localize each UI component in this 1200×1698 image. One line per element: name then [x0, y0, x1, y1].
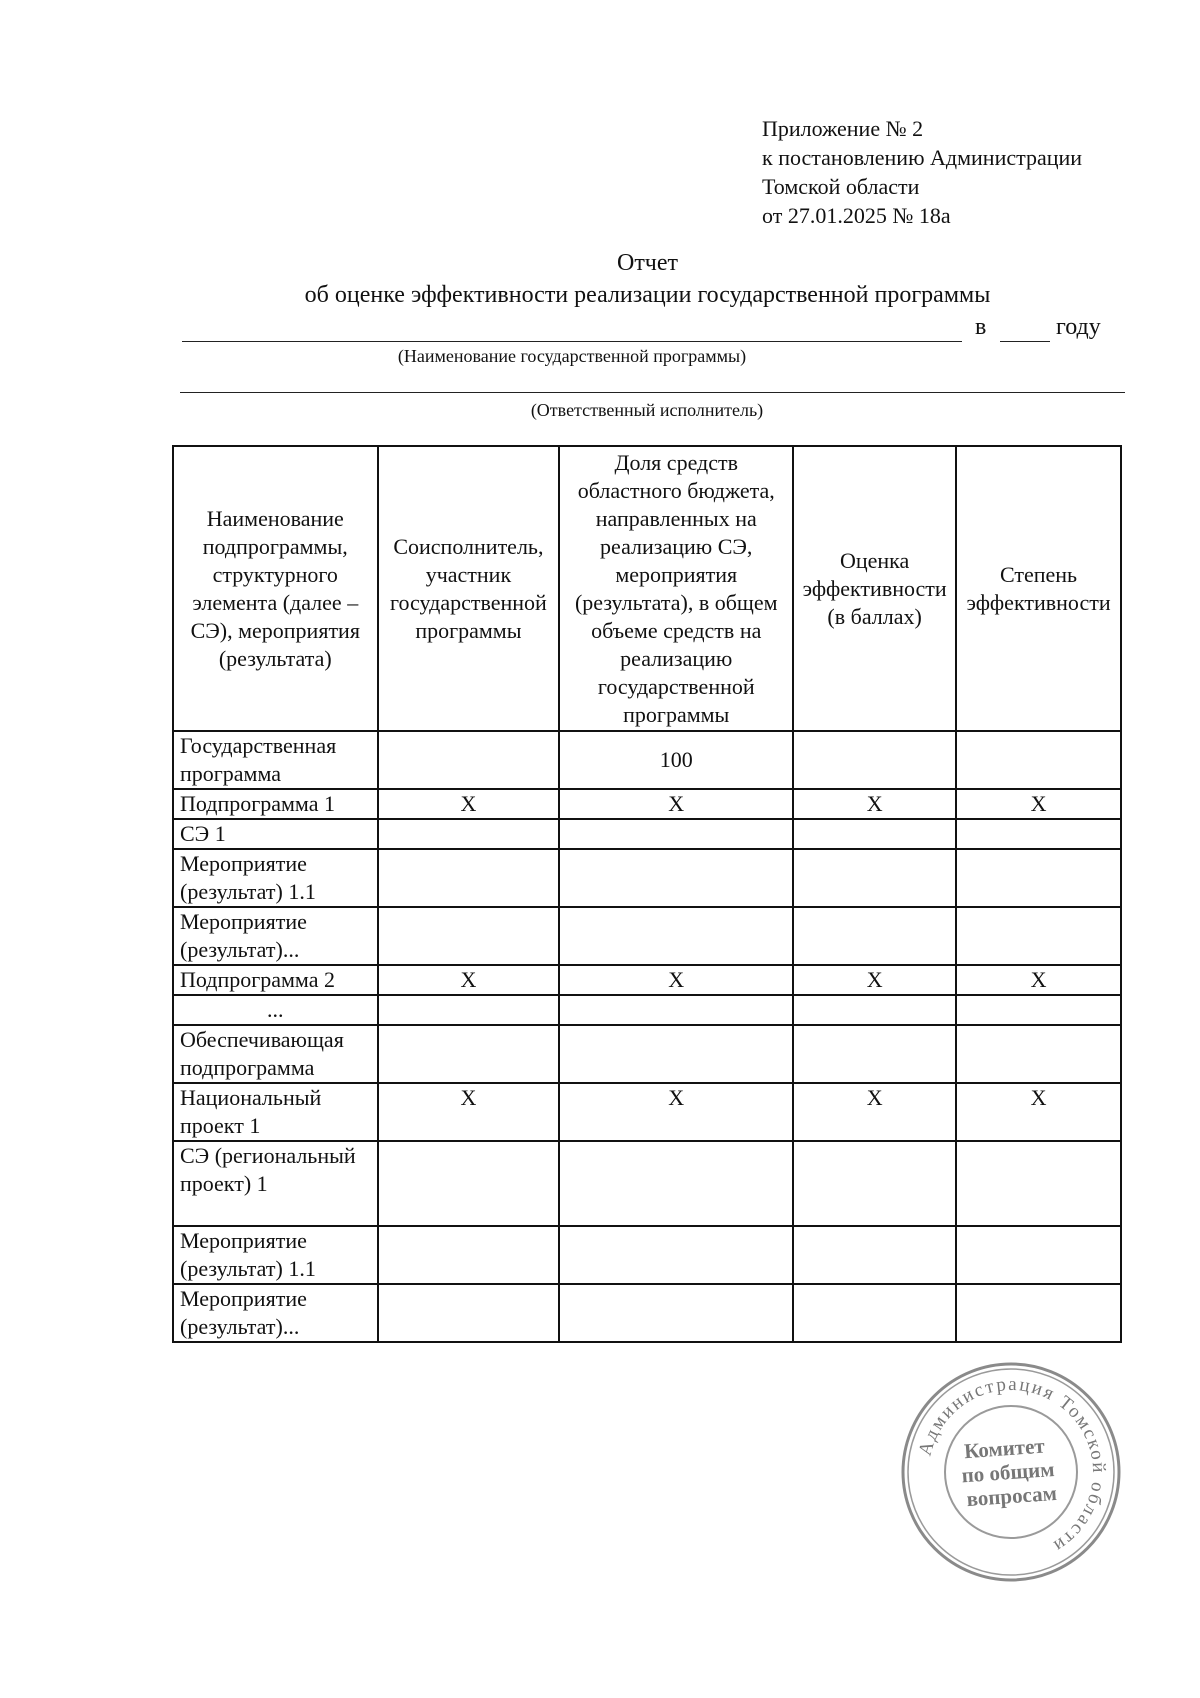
- row-value-cell: [378, 1025, 560, 1083]
- row-value-cell: [559, 849, 793, 907]
- table-row: [173, 789, 1121, 819]
- row-value-cell: X: [956, 1083, 1121, 1141]
- row-value-cell: X: [378, 1083, 560, 1141]
- executor-caption: (Ответственный исполнитель): [530, 400, 764, 420]
- row-name-cell: Государственная программа: [173, 731, 378, 789]
- row-value-cell: [793, 1226, 956, 1284]
- row-value-cell: [378, 1141, 560, 1226]
- table-row: [173, 819, 1121, 849]
- row-value-cell: X: [559, 965, 793, 995]
- table-header-row: [173, 446, 1121, 731]
- row-value-cell: [793, 907, 956, 965]
- row-value-cell: [956, 1226, 1121, 1284]
- row-name-cell: ...: [173, 995, 378, 1025]
- row-value-cell: [956, 849, 1121, 907]
- table-row: [173, 1083, 1121, 1141]
- report-table: [172, 445, 1122, 1343]
- row-value-cell: [956, 1284, 1121, 1342]
- row-value-cell: [793, 1284, 956, 1342]
- svg-text:Администрация Томской области: Администрация Томской области: [914, 1373, 1110, 1558]
- svg-text:по общим: по общим: [960, 1456, 1056, 1488]
- year-blank: [1000, 314, 1050, 342]
- row-value-cell: X: [378, 789, 560, 819]
- row-value-cell: [956, 819, 1121, 849]
- program-name-caption: (Наименование государственной программы): [397, 346, 747, 366]
- row-value-cell: [956, 907, 1121, 965]
- row-value-cell: [378, 1284, 560, 1342]
- row-value-cell: [559, 819, 793, 849]
- official-seal: [896, 1357, 1126, 1587]
- row-name-cell: Национальный проект 1: [173, 1083, 378, 1141]
- row-value-cell: [793, 731, 956, 789]
- row-name-cell: СЭ 1: [173, 819, 378, 849]
- row-name-cell: Мероприятие (результат) 1.1: [173, 849, 378, 907]
- row-value-cell: X: [956, 965, 1121, 995]
- header-degree: Степень эффективности: [956, 446, 1121, 731]
- header-score: Оценка эффективности (в баллах): [793, 446, 956, 731]
- row-value-cell: [559, 1284, 793, 1342]
- header-name: Наименование подпрограммы, структурного элемента (далее – СЭ), мероприятия (результата): [173, 446, 378, 731]
- row-value-cell: [793, 995, 956, 1025]
- row-name-cell: СЭ (региональный проект) 1: [173, 1141, 378, 1226]
- annex-reference: к постановлению Администрации: [762, 145, 1083, 170]
- report-subtitle: об оценке эффективности реализации государственной программы: [304, 282, 991, 308]
- row-value-cell: [559, 1226, 793, 1284]
- year-word: году: [1056, 314, 1101, 340]
- row-value-cell: [793, 849, 956, 907]
- row-value-cell: [378, 907, 560, 965]
- row-value-cell: [378, 995, 560, 1025]
- annex-block: [762, 114, 1082, 230]
- svg-text:Комитет: Комитет: [963, 1433, 1046, 1464]
- row-value-cell: [559, 995, 793, 1025]
- table-row: [173, 731, 1121, 789]
- table-row: [173, 995, 1121, 1025]
- row-value-cell: X: [793, 965, 956, 995]
- row-value-cell: X: [793, 1083, 956, 1141]
- header-coexecutor: Соисполнитель, участник государственной программы: [378, 446, 560, 731]
- table-row: [173, 1141, 1121, 1226]
- svg-text:вопросам: вопросам: [965, 1480, 1058, 1512]
- row-value-cell: [793, 1141, 956, 1226]
- table-row: [173, 1025, 1121, 1083]
- row-name-cell: Мероприятие (результат)...: [173, 907, 378, 965]
- row-value-cell: X: [559, 1083, 793, 1141]
- program-name-line: [182, 314, 1112, 344]
- row-value-cell: [378, 731, 560, 789]
- row-value-cell: [793, 1025, 956, 1083]
- program-name-blank: [182, 314, 962, 342]
- row-value-cell: [378, 1226, 560, 1284]
- row-value-cell: [956, 1025, 1121, 1083]
- row-value-cell: 100: [559, 731, 793, 789]
- table-row: [173, 965, 1121, 995]
- row-name-cell: Мероприятие (результат) 1.1: [173, 1226, 378, 1284]
- row-name-cell: Мероприятие (результат)...: [173, 1284, 378, 1342]
- in-word: в: [975, 314, 987, 340]
- annex-date: от 27.01.2025 № 18а: [762, 203, 951, 228]
- row-value-cell: [559, 907, 793, 965]
- row-name-cell: Подпрограмма 2: [173, 965, 378, 995]
- row-value-cell: X: [559, 789, 793, 819]
- row-value-cell: [956, 1141, 1121, 1226]
- report-title: Отчет: [616, 250, 679, 276]
- row-value-cell: [956, 731, 1121, 789]
- row-value-cell: [559, 1025, 793, 1083]
- table-row: [173, 1226, 1121, 1284]
- table-row: [173, 849, 1121, 907]
- row-name-cell: Обеспечивающая подпрограмма: [173, 1025, 378, 1083]
- annex-number: Приложение № 2: [762, 116, 924, 141]
- executor-blank: [180, 370, 1125, 393]
- row-value-cell: [956, 995, 1121, 1025]
- table-row: [173, 1284, 1121, 1342]
- row-value-cell: [793, 819, 956, 849]
- row-value-cell: X: [378, 965, 560, 995]
- row-value-cell: X: [793, 789, 956, 819]
- row-value-cell: [559, 1141, 793, 1226]
- row-value-cell: [378, 819, 560, 849]
- annex-region: Томской области: [762, 174, 920, 199]
- row-value-cell: X: [956, 789, 1121, 819]
- header-budget-share: Доля средств областного бюджета, направленных на реализацию СЭ, мероприятия (результата), в общем объеме средств на реализацию государственной программы: [559, 446, 793, 731]
- row-value-cell: [378, 849, 560, 907]
- row-name-cell: Подпрограмма 1: [173, 789, 378, 819]
- table-row: [173, 907, 1121, 965]
